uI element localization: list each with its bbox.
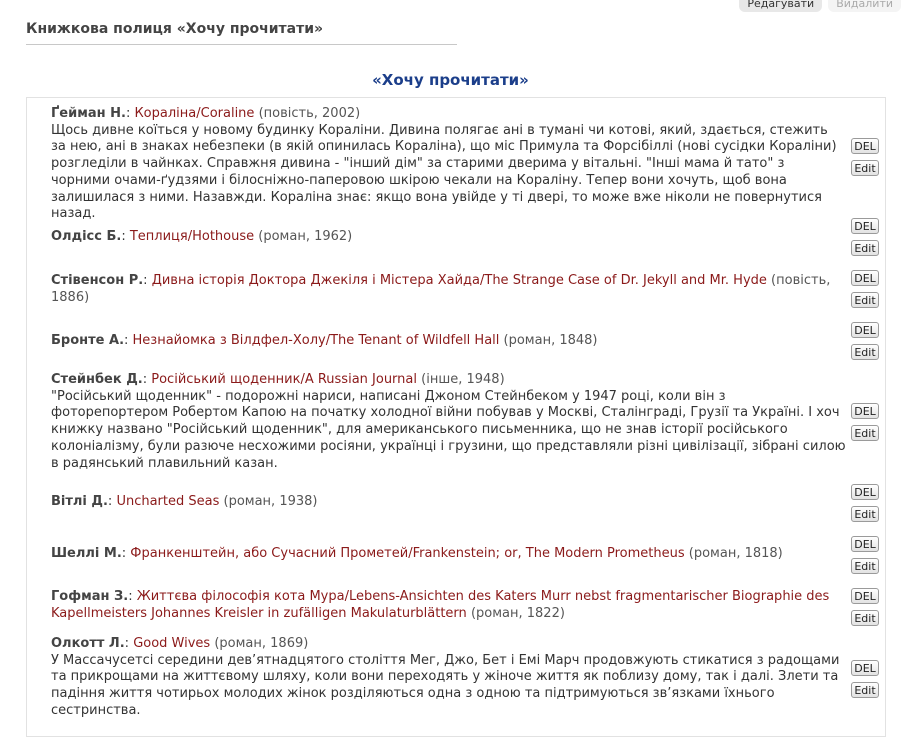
book-author: Вітлі Д. [51,494,108,509]
delete-book-button[interactable]: DEL [851,536,879,552]
book-description: У Массачусетсі середини дев’ятнадцятого століття Мег, Джо, Бет і Емі Марч продовжують стикатися з радощами та прикрощами на життєвому шляху, коли вони переходять у жіноче життя як поблизу дому, так і далі. Злети та падіння життя чотирьох молодих жінок розділяються одна з одною та підтримуються зв’язками їхнього сестринства. [51,652,840,718]
edit-book-button[interactable]: Edit [851,160,879,176]
delete-book-button[interactable]: DEL [851,218,879,234]
book-actions [851,403,881,447]
delete-shelf-button[interactable]: Видалити [828,0,901,12]
book-meta: (повість, 1886) [51,273,831,305]
edit-book-button[interactable]: Edit [851,682,879,698]
delete-book-button[interactable]: DEL [851,403,879,419]
book-actions [851,322,881,366]
book-title-link[interactable]: Good Wives [133,636,211,651]
book-entry: Шеллі М.: Франкенштейн, або Сучасний Прометей/Frankenstein; or, The Modern Prometheus (роман, 1818) [51,546,783,561]
delete-book-button[interactable]: DEL [851,660,879,676]
book-title-link[interactable]: Кораліна/Coraline [134,106,255,121]
delete-book-button[interactable]: DEL [851,484,879,500]
book-title-link[interactable]: Життєва філософія кота Мура/Lebens-Ansichten des Katers Murr nebst fragmentarischer Biographie des Kapellmeisters Johannes Kreisler in zufälligen Makulaturblättern [51,589,830,621]
book-entry: Ґейман Н.: Кораліна/Coraline (повість, 2002) Щось дивне коїться у новому будинку Кораліни. Дивина полягає ані в тумані чи котові, який, здається, стежить за нею, ані в знаках небезпеки (в якій опинилась Кораліна), що міс Примула та Форсібіллі (нові сусідки Кораліни) розгледіли в чайнках. Справжня дивина - "інший дім" за старими дверима у вітальні. "Інші мама й тато" з чорними очами-ґудзями і білосніжно-паперовою шкірою чекали на Кораліну. Тепер вони хочуть, щоб вона залишилася з ними. Назавжди. Кораліна знає: якщо вона увійде у ті двері, то може вже ніколи не повернутися назад. [51,106,846,223]
book-entry: Олдісс Б.: Теплиця/Hothouse (роман, 1962) [51,229,353,244]
top-toolbar [733,0,901,14]
page-title: Книжкова полиця «Хочу прочитати» [26,21,457,45]
book-description: "Російський щоденник" - подорожні нариси, написані Джоном Стейнбеком у 1947 році, коли він з фоторепортером Робертом Капою на початку холодної війни побував у Москві, Сталінграді, Грузії та Україні. І хоч книжку названо "Російський щоденник", для американського письменника, що не знав історії російського колоніалізму, були разюче несхожими росіяни, українці і грузини, що представляли різні цивілізації, зібрані силою в радянський плавильний казан. [51,388,846,471]
delete-book-button[interactable]: DEL [851,588,879,604]
book-list [26,97,886,737]
book-entry: Бронте А.: Незнайомка з Вілдфел-Холу/The Tenant of Wildfell Hall (роман, 1848) [51,333,598,348]
edit-book-button[interactable]: Edit [851,292,879,308]
book-actions [851,138,881,182]
book-meta: (роман, 1848) [503,333,598,348]
book-entry: Гофман З.: Життєва філософія кота Мура/Lebens-Ansichten des Katers Murr nebst fragmentarischer Biographie des Kapellmeisters Johannes Kreisler in zufälligen Makulaturblättern (роман, 1822) [51,589,830,621]
book-title-link[interactable]: Франкенштейн, або Сучасний Прометей/Frankenstein; or, The Modern Prometheus [130,546,685,561]
book-meta: (роман, 1869) [214,636,309,651]
book-title-link[interactable]: Uncharted Seas [116,494,220,509]
book-author: Шеллі М. [51,546,122,561]
book-title-link[interactable]: Російський щоденник/A Russian Journal [151,372,417,387]
book-actions [851,588,881,632]
book-author: Ґейман Н. [51,106,126,121]
shelf-title: «Хочу прочитати» [372,71,529,89]
book-meta: (роман, 1822) [470,605,565,621]
book-meta: (інше, 1948) [421,372,505,387]
edit-book-button[interactable]: Edit [851,425,879,441]
book-author: Стівенсон Р. [51,273,144,288]
edit-book-button[interactable]: Edit [851,558,879,574]
book-actions [851,536,881,580]
book-meta: (роман, 1938) [223,494,318,509]
book-meta: (роман, 1818) [688,546,783,561]
book-meta: (роман, 1962) [258,229,353,244]
book-description: Щось дивне коїться у новому будинку Кораліни. Дивина полягає ані в тумані чи котові, який, здається, стежить за нею, ані в знаках небезпеки (в якій опинилась Кораліна), що міс Примула та Форсібіллі (нові сусідки Кораліни) розгледіли в чайнках. Справжня дивина - "інший дім" за старими дверима у вітальні. "Інші мама й тато" з чорними очами-ґудзями і білосніжно-паперовою шкірою чекали на Кораліну. Тепер вони хочуть, щоб вона залишилася з ними. Назавжди. Кораліна знає: якщо вона увійде у ті двері, то може вже ніколи не повернутися назад. [51,122,837,222]
book-entry: Стівенсон Р.: Дивна історія Доктора Джекіля і Містера Хайда/The Strange Case of Dr. Jekyll and Mr. Hyde (повість, 1886) [51,273,831,305]
book-actions [851,218,881,262]
edit-book-button[interactable]: Edit [851,344,879,360]
delete-book-button[interactable]: DEL [851,270,879,286]
book-actions [851,660,881,704]
book-title-link[interactable]: Дивна історія Доктора Джекіля і Містера Хайда/The Strange Case of Dr. Jekyll and Mr. Hyde [151,273,767,288]
book-author: Олкотт Л. [51,636,125,651]
delete-book-button[interactable]: DEL [851,322,879,338]
book-author: Стейнбек Д. [51,372,143,387]
book-meta: (повість, 2002) [258,106,361,121]
book-author: Олдісс Б. [51,229,122,244]
book-actions [851,484,881,528]
book-entry: Стейнбек Д.: Російський щоденник/A Russian Journal (інше, 1948) "Російський щоденник" - подорожні нариси, написані Джоном Стейнбеком у 1947 році, коли він з фоторепортером Робертом Капою на початку холодної війни побував у Москві, Сталінграді, Грузії та Україні. І хоч книжку названо "Російський щоденник", для американського письменника, що не знав історії російського колоніалізму, були разюче несхожими росіяни, українці і грузини, що представляли різні цивілізації, зібрані силою в радянський плавильний казан. [51,372,846,471]
delete-book-button[interactable]: DEL [851,138,879,154]
book-entry: Вітлі Д.: Uncharted Seas (роман, 1938) [51,494,318,509]
book-entry: Олкотт Л.: Good Wives (роман, 1869) У Массачусетсі середини дев’ятнадцятого століття Мег, Джо, Бет і Емі Марч продовжують стикатися з радощами та прикрощами на життєвому шляху, коли вони переходять у жіноче життя як поблизу дому, так і далі. Злети та падіння життя чотирьох молодих жінок розділяються одна з одною та підтримуються зв’язками їхнього сестринства. [51,636,846,720]
edit-book-button[interactable]: Edit [851,240,879,256]
book-title-link[interactable]: Незнайомка з Вілдфел-Холу/The Tenant of Wildfell Hall [132,333,500,348]
edit-book-button[interactable]: Edit [851,610,879,626]
book-title-link[interactable]: Теплиця/Hothouse [129,229,255,244]
edit-book-button[interactable]: Edit [851,506,879,522]
book-author: Бронте А. [51,333,125,348]
edit-shelf-button[interactable]: Редагувати [739,0,822,12]
book-author: Гофман З. [51,589,129,604]
book-actions [851,270,881,314]
